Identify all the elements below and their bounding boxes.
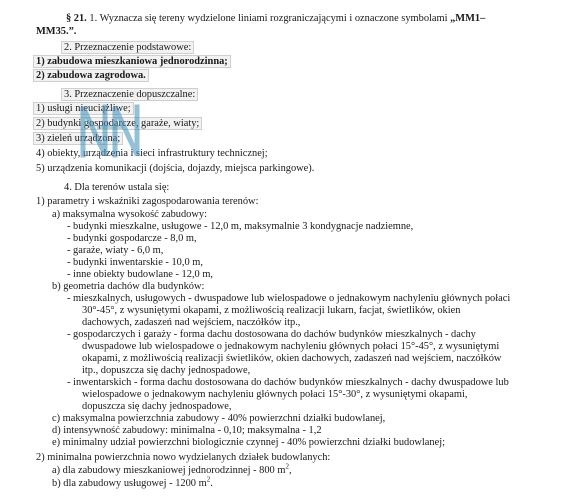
paragraph-21-line-2: MM35.”. [36, 26, 77, 37]
sub-item: d) intensywność zabudowy: minimalna - 0,10; maksymalna - 1,2 [52, 425, 322, 436]
sub-sub-item: - garaże, wiaty - 6,0 m, [67, 245, 164, 256]
superscript: 2 [285, 462, 289, 471]
section-3-heading [64, 89, 198, 101]
continuation-line: 30°-45°, z wysuniętymi okapami, z możliwością realizacji lukarn, facjat, świetlików, okien [82, 305, 461, 316]
sub-item: c) maksymalna powierzchnia zabudowy - 40% powierzchni działki budowlanej, [52, 413, 386, 424]
section-2-heading [64, 42, 194, 54]
paragraph-21-line-1 [66, 13, 485, 25]
continuation-line: wielospadowe o jednakowym nachyleniu głównych połaci 15°-30°, z wysuniętymi okapami, [82, 389, 468, 400]
list-item [36, 70, 149, 82]
sub-sub-item: - mieszkalnych, usługowych - dwuspadowe lub wielospadowe o jednakowym nachyleniu głównych połaci [67, 293, 511, 304]
text-span: a) dla zabudowy mieszkaniowej jednorodzinnej - 800 m [52, 465, 286, 476]
list-item [36, 133, 123, 145]
sub-item: a) maksymalna wysokość zabudowy: [52, 209, 207, 220]
text-span: , [288, 465, 292, 476]
continuation-line: dwuspadowe lub wielospadowe o jednakowym nachyleniu głównych połaci 15°-45°, z wysuniętymi [82, 341, 500, 352]
sub-sub-item: - inne obiekty budowlane - 12,0 m, [67, 269, 214, 280]
item-text: 1) zabudowa mieszkaniowa jednorodzinna; [33, 55, 231, 68]
continuation-line: dopuszcza się dachy jednospadowe, [82, 401, 232, 412]
continuation-line: okapami, z możliwością realizacji świetlików, okien dachowych, zadaszeń nad wejściem, naczółków [82, 353, 502, 364]
superscript: 2 [206, 475, 211, 484]
sub-sub-item: - budynki gospodarcze - 8,0 m, [67, 233, 197, 244]
sub-item: e) minimalny udział powierzchni biologicznie czynnej - 40% powierzchni działki budowlanej; [52, 437, 445, 448]
heading-text: 3. Przeznaczenie dopuszczalne: [61, 88, 198, 101]
sub-item: b) geometria dachów dla budynków: [52, 281, 205, 292]
list-item [36, 103, 134, 115]
symbol-text: „MM1– [450, 13, 486, 24]
list-item: 4) obiekty, urządzenia i sieci infrastruktury technicznej; [36, 148, 268, 159]
text-span: 1. Wyznacza się tereny wydzielone liniami rozgraniczającymi i oznaczone symbolami [89, 13, 448, 24]
continuation-line: itp., dopuszcza się dachy jednospadowe, [82, 365, 251, 376]
sub-sub-item: - gospodarczych i garaży - forma dachu dostosowana do dachów budynków mieszkalnych - dachy [67, 329, 476, 340]
section-4-heading: 4. Dla terenów ustala się: [64, 182, 170, 193]
item-text: 3) zieleń urządzona; [33, 132, 123, 145]
heading-text: 2. Przeznaczenie podstawowe: [61, 41, 194, 54]
text-span: b) dla zabudowy usługowej - 1200 m [52, 478, 207, 489]
item-text: 2) budynki gospodarcze, garaże, wiaty; [33, 117, 202, 130]
sub-item [52, 475, 213, 490]
sub-item [52, 462, 292, 477]
list-item [36, 56, 231, 68]
list-item: 5) urządzenia komunikacji (dojścia, dojazdy, miejsca parkingowe). [36, 163, 315, 174]
sub-sub-item: - inwentarskich - forma dachu dostosowana do dachów budynków mieszkalnych - dachy dwuspadowe lub [67, 377, 509, 388]
list-item: 1) parametry i wskaźniki zagospodarowania terenów: [36, 196, 259, 207]
sub-sub-item: - budynki mieszkalne, usługowe - 12,0 m, maksymalnie 3 kondygnacje nadziemne, [67, 221, 414, 232]
paragraph-number: § 21. [66, 13, 87, 24]
continuation-line: dachowych, zadaszeń nad wejściem, naczółków itp., [82, 317, 301, 328]
sub-sub-item: - budynki inwentarskie - 10,0 m, [67, 257, 203, 268]
item-text: 1) usługi nieuciążliwe; [33, 102, 134, 115]
text-span: . [210, 478, 213, 489]
list-item [36, 118, 202, 130]
item-text: 2) zabudowa zagrodowa. [33, 69, 149, 82]
list-item: 2) minimalna powierzchnia nowo wydzielanych działek budowlanych: [36, 452, 331, 463]
